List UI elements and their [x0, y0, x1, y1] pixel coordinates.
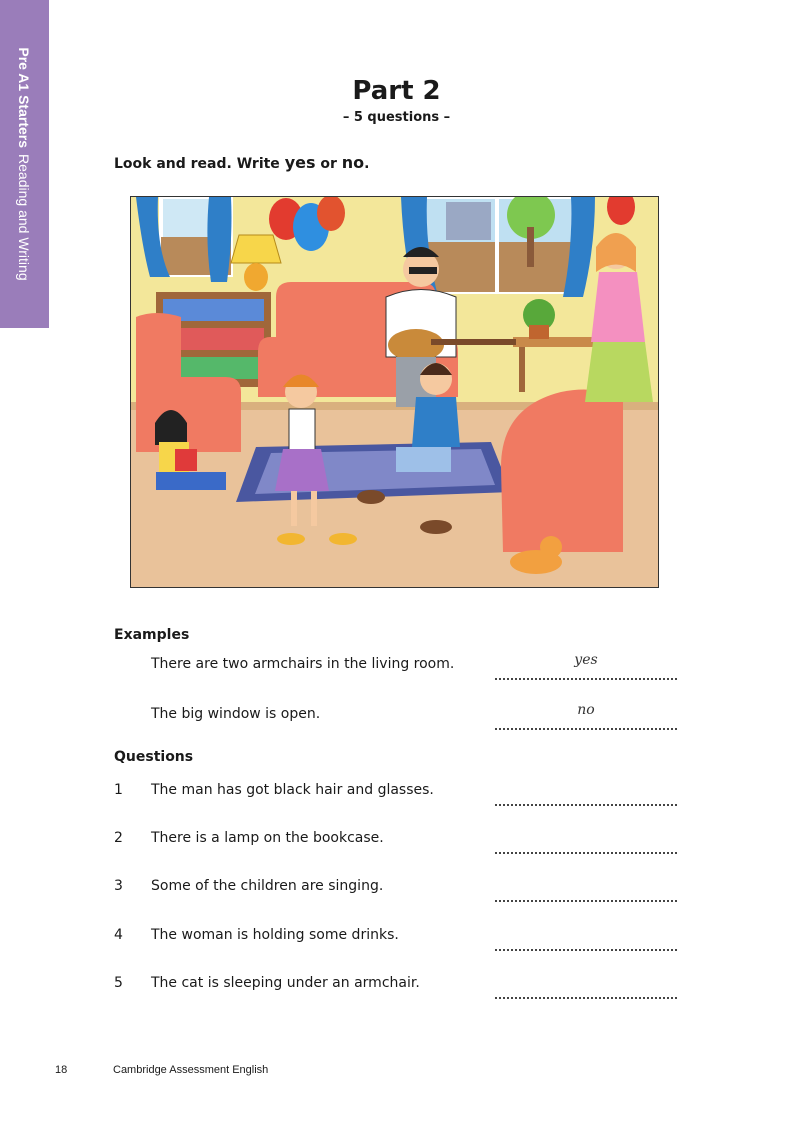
- living-room-picture: [130, 196, 659, 588]
- example-answer: no: [577, 702, 595, 718]
- example-answer-line: [495, 702, 677, 730]
- answer-line[interactable]: [495, 927, 677, 951]
- question-row: [114, 927, 679, 957]
- answer-line[interactable]: [495, 975, 677, 999]
- question-sentence: The woman is holding some drinks.: [151, 927, 399, 943]
- side-tab-level: Pre A1 Starters: [16, 47, 32, 149]
- example-answer: yes: [574, 652, 598, 668]
- question-number: 3: [114, 878, 123, 894]
- example-row: [114, 702, 679, 736]
- question-number: 2: [114, 830, 123, 846]
- example-answer-line: [495, 652, 677, 680]
- question-row: [114, 782, 679, 812]
- answer-line[interactable]: [495, 830, 677, 854]
- living-room-family-illustration: [131, 197, 658, 587]
- question-sentence: Some of the children are singing.: [151, 878, 384, 894]
- side-tab-paper: Reading and Writing: [16, 154, 32, 281]
- instruction-or: or: [315, 156, 342, 172]
- instruction-no: no: [341, 153, 365, 172]
- question-row: [114, 830, 679, 860]
- answer-line[interactable]: [495, 782, 677, 806]
- question-sentence: The cat is sleeping under an armchair.: [151, 975, 420, 991]
- instruction: [114, 153, 370, 172]
- question-sentence: There is a lamp on the bookcase.: [151, 830, 384, 846]
- side-tab: [0, 0, 49, 328]
- answer-line[interactable]: [495, 878, 677, 902]
- questions-heading: Questions: [114, 749, 194, 765]
- instruction-suffix: .: [364, 156, 370, 172]
- instruction-yes: yes: [284, 153, 316, 172]
- page-title: Part 2: [352, 76, 441, 106]
- example-sentence: The big window is open.: [151, 706, 321, 722]
- question-number: 5: [114, 975, 123, 991]
- example-sentence: There are two armchairs in the living room.: [151, 656, 455, 672]
- examples-heading: Examples: [114, 627, 190, 643]
- example-row: [114, 652, 679, 686]
- question-row: [114, 878, 679, 908]
- question-sentence: The man has got black hair and glasses.: [151, 782, 434, 798]
- instruction-prefix: Look and read. Write: [114, 156, 285, 172]
- question-number: 4: [114, 927, 123, 943]
- publisher-name: Cambridge Assessment English: [113, 1064, 269, 1076]
- page-number: 18: [55, 1064, 68, 1076]
- question-row: [114, 975, 679, 1005]
- page-subtitle: – 5 questions –: [342, 110, 451, 125]
- question-number: 1: [114, 782, 123, 798]
